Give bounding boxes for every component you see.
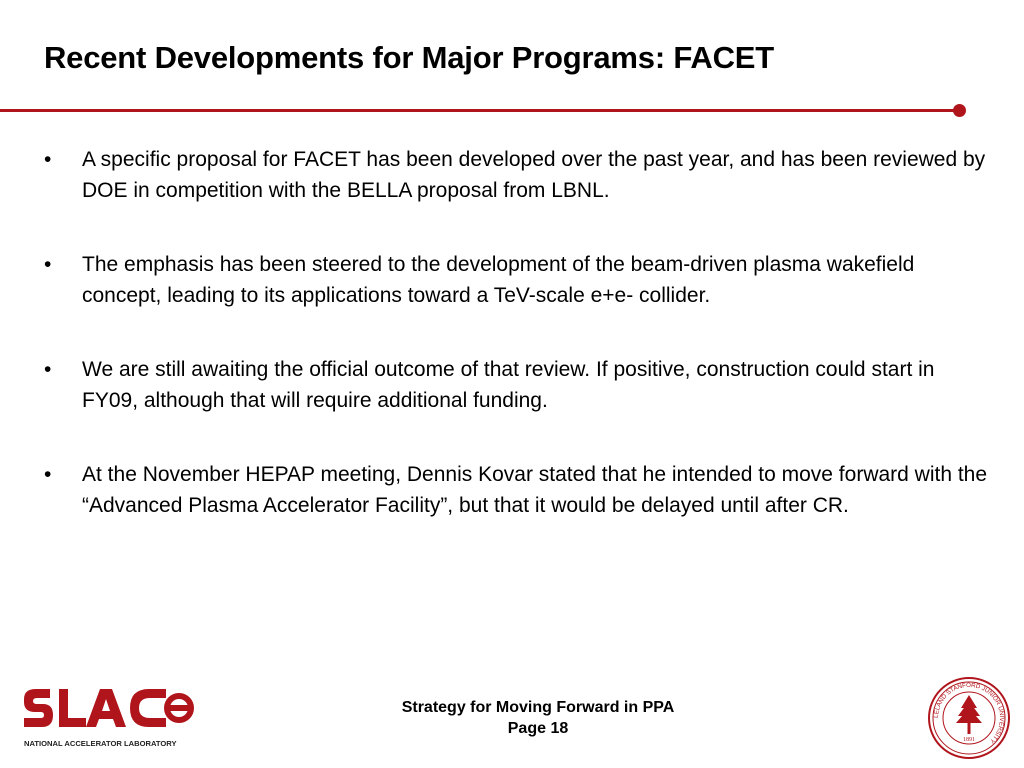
footer-title: Strategy for Moving Forward in PPA	[401, 699, 675, 716]
bullet-icon: •	[44, 253, 52, 276]
bullet-item	[44, 144, 994, 206]
bullet-text: A specific proposal for FACET has been developed over the past year, and has been reviewed by DOE in competition with the BELLA proposal from LBNL.	[82, 148, 986, 202]
bullet-item	[44, 249, 994, 311]
slac-logo-subtitle: NATIONAL ACCELERATOR LABORATORY	[24, 739, 177, 748]
slide-footer	[340, 697, 736, 739]
seal-year: 1891	[963, 737, 975, 743]
bullet-text: We are still awaiting the official outcome of that review. If positive, construction could start in FY09, although that will require additional funding.	[82, 358, 935, 412]
bullet-list	[44, 144, 994, 564]
bullet-text: At the November HEPAP meeting, Dennis Kovar stated that he intended to move forward with the “Advanced Plasma Accelerator Facility”, but that it would be delayed until after CR.	[82, 463, 988, 517]
seal-ring-text: LELAND STANFORD JUNIOR UNIVERSITY	[932, 681, 1006, 745]
bullet-item	[44, 459, 994, 521]
bullet-text: The emphasis has been steered to the development of the beam-driven plasma wakefield concept, leading to its applications toward a TeV-scale e+e- collider.	[82, 253, 915, 307]
page-number: Page 18	[507, 720, 569, 737]
bullet-icon: •	[44, 148, 52, 171]
title-divider	[0, 109, 958, 112]
stanford-seal-icon	[927, 676, 1011, 760]
bullet-icon: •	[44, 358, 52, 381]
bullet-icon: •	[44, 463, 52, 486]
slac-logo-icon	[16, 683, 196, 753]
title-divider-dot	[953, 104, 966, 117]
slac-wordmark	[24, 689, 192, 727]
slide-title: Recent Developments for Major Programs: FACET	[44, 40, 774, 75]
bullet-item	[44, 354, 994, 416]
